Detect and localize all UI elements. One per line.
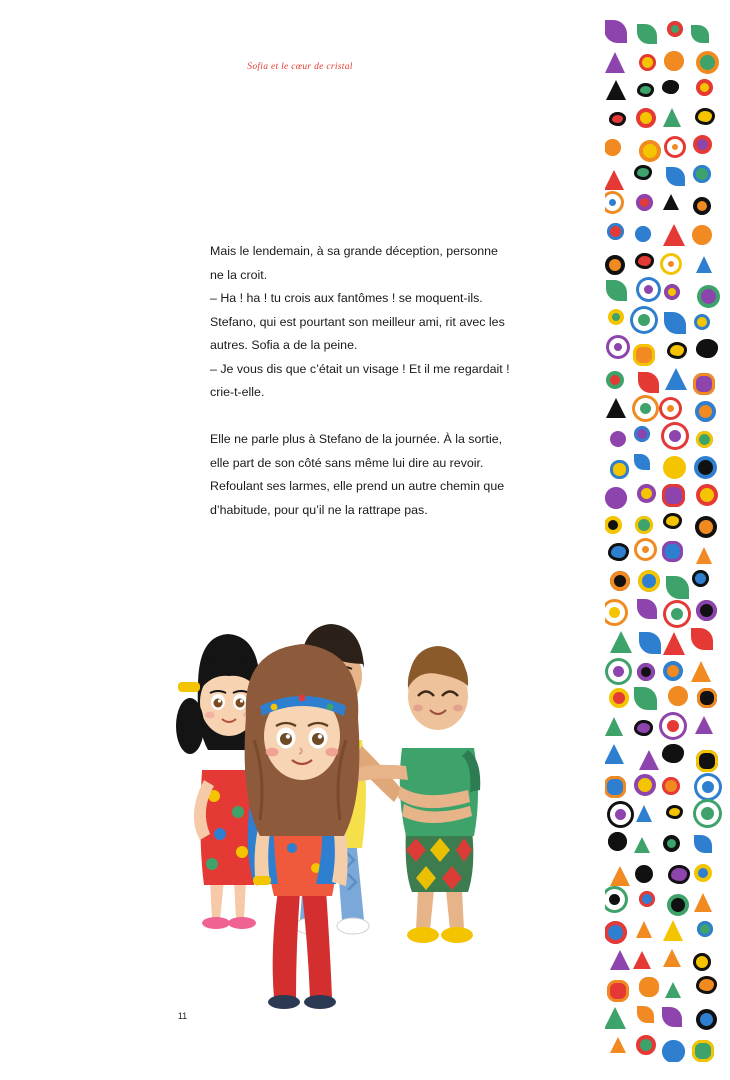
decorative-shape bbox=[610, 571, 630, 591]
decorative-shape bbox=[697, 776, 719, 798]
decorative-shape bbox=[693, 165, 711, 183]
decorative-shape bbox=[637, 541, 654, 558]
decorative-shape bbox=[605, 170, 624, 190]
decorative-shape bbox=[696, 339, 718, 358]
decorative-shape bbox=[634, 454, 650, 470]
decorative-shape bbox=[634, 720, 653, 736]
decorative-shape bbox=[695, 516, 717, 538]
decorative-shape bbox=[639, 280, 658, 299]
decorative-shape bbox=[634, 837, 650, 853]
decorative-shape bbox=[696, 802, 719, 825]
decorative-shape bbox=[638, 570, 660, 592]
decorative-shape bbox=[696, 547, 712, 564]
decorative-shape bbox=[694, 314, 710, 330]
decorative-shape bbox=[665, 368, 687, 390]
text-line: Mais le lendemain, à sa grande déception, personne bbox=[210, 244, 498, 258]
decorative-shape bbox=[695, 716, 713, 734]
decorative-shape bbox=[662, 80, 679, 94]
decorative-shape bbox=[696, 484, 718, 506]
decorative-shape bbox=[666, 603, 688, 625]
decorative-shape bbox=[665, 982, 681, 998]
decorative-shape bbox=[610, 431, 626, 447]
decorative-shape bbox=[695, 108, 715, 125]
text-line: autres. Sofia a de la peine. bbox=[210, 338, 358, 352]
decorative-shape bbox=[607, 980, 629, 1002]
decorative-shape bbox=[664, 425, 686, 447]
decorative-shape bbox=[605, 139, 621, 156]
decorative-shape bbox=[662, 541, 683, 562]
decorative-shape bbox=[691, 661, 711, 682]
decorative-shape bbox=[663, 256, 679, 272]
decorative-shape bbox=[662, 1040, 685, 1062]
decorative-shape bbox=[605, 744, 624, 764]
decorative-shape bbox=[634, 687, 657, 710]
text-line: Elle ne parle plus à Stefano de la journée. À la sortie, bbox=[210, 432, 503, 446]
decorative-shape bbox=[633, 344, 655, 366]
paragraph-2 bbox=[210, 428, 522, 522]
decorative-shape bbox=[638, 372, 659, 393]
decorative-shape bbox=[605, 1007, 626, 1029]
decorative-shape bbox=[668, 686, 688, 706]
decorative-shape bbox=[667, 342, 687, 359]
decorative-shape bbox=[605, 889, 625, 910]
decorative-pattern bbox=[605, 18, 730, 1062]
decorative-shape bbox=[696, 431, 713, 448]
decorative-shape bbox=[696, 976, 717, 994]
decorative-shape bbox=[662, 1007, 682, 1027]
decorative-shape bbox=[662, 484, 685, 507]
decorative-shape bbox=[662, 400, 679, 417]
decorative-shape bbox=[635, 398, 656, 419]
decorative-shape bbox=[639, 977, 659, 997]
decorative-shape bbox=[692, 1040, 714, 1062]
decorative-shape bbox=[610, 1037, 626, 1053]
decorative-shape bbox=[637, 663, 655, 681]
text-line: elle part de son côté sans même lui dire au revoir. bbox=[210, 455, 484, 470]
decorative-shape bbox=[637, 1006, 654, 1023]
decorative-shape bbox=[662, 744, 684, 763]
decorative-shape bbox=[605, 776, 626, 798]
decorative-shape bbox=[636, 108, 656, 128]
decorative-shape bbox=[666, 167, 685, 186]
decorative-shape bbox=[610, 631, 632, 653]
decorative-shape bbox=[664, 312, 686, 334]
decorative-shape bbox=[639, 54, 656, 71]
character-sofia bbox=[245, 644, 360, 1009]
decorative-shape bbox=[663, 920, 683, 941]
decorative-shape bbox=[605, 255, 625, 275]
decorative-border-strip bbox=[605, 18, 730, 1062]
decorative-shape bbox=[694, 864, 712, 882]
running-head: Sofia et le cœur de cristal bbox=[247, 62, 353, 72]
decorative-shape bbox=[633, 951, 651, 969]
decorative-shape bbox=[636, 805, 652, 822]
decorative-shape bbox=[696, 256, 712, 273]
decorative-shape bbox=[635, 226, 651, 242]
decorative-shape bbox=[606, 398, 626, 418]
decorative-shape bbox=[605, 52, 625, 73]
decorative-shape bbox=[639, 632, 661, 654]
decorative-shape bbox=[664, 284, 680, 300]
decorative-shape bbox=[637, 484, 656, 503]
decorative-shape bbox=[605, 20, 627, 43]
decorative-shape bbox=[695, 401, 716, 422]
character-boy-green-shirt bbox=[346, 646, 480, 943]
decorative-shape bbox=[609, 112, 626, 126]
decorative-shape bbox=[668, 865, 690, 884]
decorative-shape bbox=[694, 456, 717, 479]
decorative-shape bbox=[608, 309, 624, 325]
decorative-shape bbox=[667, 21, 683, 37]
decorative-shape bbox=[691, 25, 709, 43]
decorative-shape bbox=[607, 223, 624, 240]
decorative-shape bbox=[634, 426, 650, 442]
decorative-shape bbox=[693, 197, 711, 215]
decorative-shape bbox=[608, 543, 629, 561]
decorative-shape bbox=[663, 456, 686, 479]
decorative-shape bbox=[610, 804, 631, 825]
decorative-shape bbox=[634, 165, 652, 180]
decorative-shape bbox=[693, 373, 715, 395]
decorative-shape bbox=[639, 140, 661, 162]
decorative-shape bbox=[637, 24, 657, 44]
decorative-shape bbox=[637, 599, 657, 619]
decorative-shape bbox=[606, 280, 627, 301]
decorative-shape bbox=[663, 949, 681, 967]
decorative-shape bbox=[662, 715, 684, 737]
text-line: ne la croit. bbox=[210, 267, 268, 282]
decorative-shape bbox=[610, 460, 629, 479]
decorative-shape bbox=[608, 661, 629, 682]
text-line: Refoulant ses larmes, elle prend un autre chemin que bbox=[210, 479, 505, 493]
decorative-shape bbox=[696, 51, 719, 74]
illustration-children-group bbox=[150, 590, 570, 1010]
decorative-shape bbox=[609, 338, 627, 356]
decorative-shape bbox=[663, 661, 683, 681]
decorative-shape bbox=[692, 225, 712, 245]
text-line: d’habitude, pour qu’il ne la rattrape pas. bbox=[210, 502, 428, 517]
page-gutter bbox=[593, 0, 605, 1080]
decorative-shape bbox=[605, 717, 623, 736]
decorative-shape bbox=[691, 628, 713, 650]
decorative-shape bbox=[663, 513, 682, 529]
decorative-shape bbox=[696, 1009, 717, 1030]
decorative-shape bbox=[605, 194, 621, 211]
decorative-shape bbox=[635, 253, 654, 269]
decorative-shape bbox=[666, 805, 683, 819]
decorative-shape bbox=[663, 632, 685, 655]
decorative-shape bbox=[605, 516, 622, 534]
paragraph-1 bbox=[210, 240, 522, 405]
decorative-shape bbox=[693, 953, 711, 971]
decorative-shape bbox=[608, 832, 627, 851]
decorative-shape bbox=[605, 487, 627, 509]
decorative-shape bbox=[664, 51, 684, 71]
text-line: Stefano, qui est pourtant son meilleur ami, rit avec les bbox=[210, 314, 505, 329]
decorative-shape bbox=[696, 79, 713, 96]
decorative-shape bbox=[605, 921, 627, 944]
decorative-shape bbox=[694, 835, 712, 853]
decorative-shape bbox=[636, 921, 652, 938]
decorative-shape bbox=[667, 894, 689, 916]
page-number-value: 11 bbox=[177, 1011, 188, 1021]
decorative-shape bbox=[663, 224, 685, 246]
decorative-shape bbox=[663, 108, 681, 127]
decorative-shape bbox=[634, 774, 656, 796]
decorative-shape bbox=[697, 688, 717, 708]
decorative-shape bbox=[697, 285, 720, 308]
decorative-shape bbox=[696, 750, 718, 772]
decorative-shape bbox=[609, 688, 629, 708]
decorative-shape bbox=[692, 570, 709, 587]
text-line: – Je vous dis que c’était un visage ! Et il me regardait ! bbox=[210, 361, 510, 376]
decorative-shape bbox=[635, 516, 653, 534]
decorative-shape bbox=[610, 866, 630, 886]
decorative-shape bbox=[697, 921, 713, 937]
decorative-shape bbox=[663, 835, 680, 852]
decorative-shape bbox=[693, 135, 712, 154]
decorative-shape bbox=[639, 750, 659, 770]
decorative-shape bbox=[610, 950, 630, 970]
decorative-shape bbox=[667, 139, 683, 155]
decorative-shape bbox=[606, 371, 624, 389]
decorative-shape bbox=[605, 602, 625, 623]
decorative-shape bbox=[606, 80, 626, 100]
decorative-shape bbox=[637, 83, 654, 97]
decorative-shape bbox=[636, 1035, 656, 1055]
illustration-svg bbox=[150, 590, 570, 1010]
decorative-shape bbox=[662, 777, 680, 795]
page-body-text bbox=[210, 240, 522, 522]
decorative-shape bbox=[696, 600, 717, 621]
decorative-shape bbox=[635, 865, 653, 883]
decorative-shape bbox=[639, 891, 655, 907]
decorative-shape bbox=[633, 309, 655, 331]
decorative-shape bbox=[663, 194, 679, 210]
text-line: crie-t-elle. bbox=[210, 385, 265, 399]
decorative-shape bbox=[636, 194, 653, 211]
decorative-shape bbox=[666, 576, 689, 599]
text-line: – Ha ! ha ! tu crois aux fantômes ! se moquent-ils. bbox=[210, 291, 483, 305]
decorative-shape bbox=[694, 893, 712, 912]
